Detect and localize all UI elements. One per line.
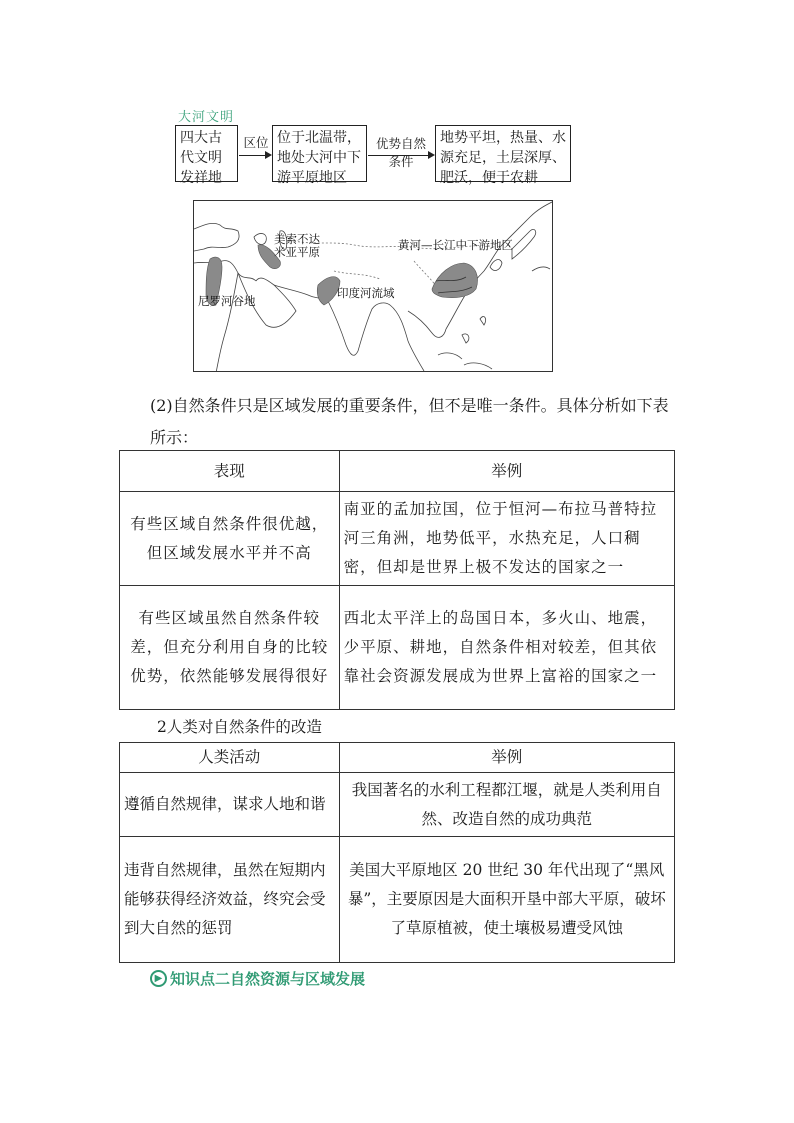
flow-title: 大河文明 <box>178 110 235 125</box>
map-label-nile: 尼罗河谷地 <box>198 294 256 308</box>
table-header-cell: 举例 <box>339 743 674 773</box>
table-row <box>120 586 675 710</box>
section-title-2: 2人类对自然条件的改造 <box>157 718 322 736</box>
table-header-cell: 表现 <box>120 451 340 492</box>
river-civilizations-map <box>193 200 553 372</box>
table-cell: 西北太平洋上的岛国日本，多火山、地震，少平原、耕地，自然条件相对较差，但其依靠社会资源发展成为世界上富裕的国家之一 <box>339 586 674 710</box>
flow-box-advantages: 地势平坦，热量、水源充足，土层深厚、肥沃，便于农耕 <box>435 125 571 182</box>
flow-arrow-label-conditions: 优势自然条件 <box>375 136 426 169</box>
table-header-row <box>120 743 675 773</box>
table-cell: 美国大平原地区 20 世纪 30 年代出现了“黑风暴”，主要原因是大面积开垦中部大平原，破坏了草原植被，使土壤极易遭受风蚀 <box>339 837 674 963</box>
knowledge-point-title: 知识点二自然资源与区域发展 <box>170 970 366 988</box>
map-label-indus: 印度河流域 <box>337 286 395 300</box>
natural-conditions-table <box>119 450 675 710</box>
map-label-yellow-yangtze: 黄河—长江中下游地区 <box>398 238 513 252</box>
knowledge-point-heading <box>150 968 365 989</box>
table-header-cell: 举例 <box>339 451 674 492</box>
table-header-cell: 人类活动 <box>120 743 340 773</box>
arrow-circle-icon: ▶ <box>150 970 167 987</box>
flow-arrow-1 <box>239 155 270 156</box>
flow-arrow-label-location: 区位 <box>243 135 269 150</box>
paragraph-text: (2)自然条件只是区域发展的重要条件，但不是唯一条件。具体分析如下表所示： <box>150 396 669 447</box>
table-row <box>120 492 675 586</box>
table-cell: 南亚的孟加拉国，位于恒河—布拉马普特拉河三角洲，地势低平，水热充足，人口稠密，但却是世界上极不发达的国家之一 <box>339 492 674 586</box>
flow-box-location: 位于北温带，地处大河中下游平原地区 <box>272 125 367 182</box>
table-cell: 有些区域自然条件很优越，但区域发展水平并不高 <box>120 492 340 586</box>
table-cell: 违背自然规律，虽然在短期内能够获得经济效益，终究会受到大自然的惩罚 <box>120 837 340 963</box>
flow-arrow-2 <box>368 155 433 156</box>
table-row <box>120 837 675 963</box>
human-transformation-table <box>119 742 675 963</box>
table-header-row <box>120 451 675 492</box>
table-cell: 有些区域虽然自然条件较差，但充分利用自身的比较优势，依然能够发展得很好 <box>120 586 340 710</box>
table-cell: 遵循自然规律，谋求人地和谐 <box>120 773 340 837</box>
flow-box-origin: 四大古代文明发祥地 <box>175 125 238 182</box>
table-row <box>120 773 675 837</box>
table-cell: 我国著名的水利工程都江堰，就是人类利用自然、改造自然的成功典范 <box>339 773 674 837</box>
map-label-mesopotamia: 美索不达米亚平原 <box>274 232 320 259</box>
analysis-paragraph <box>120 390 675 454</box>
